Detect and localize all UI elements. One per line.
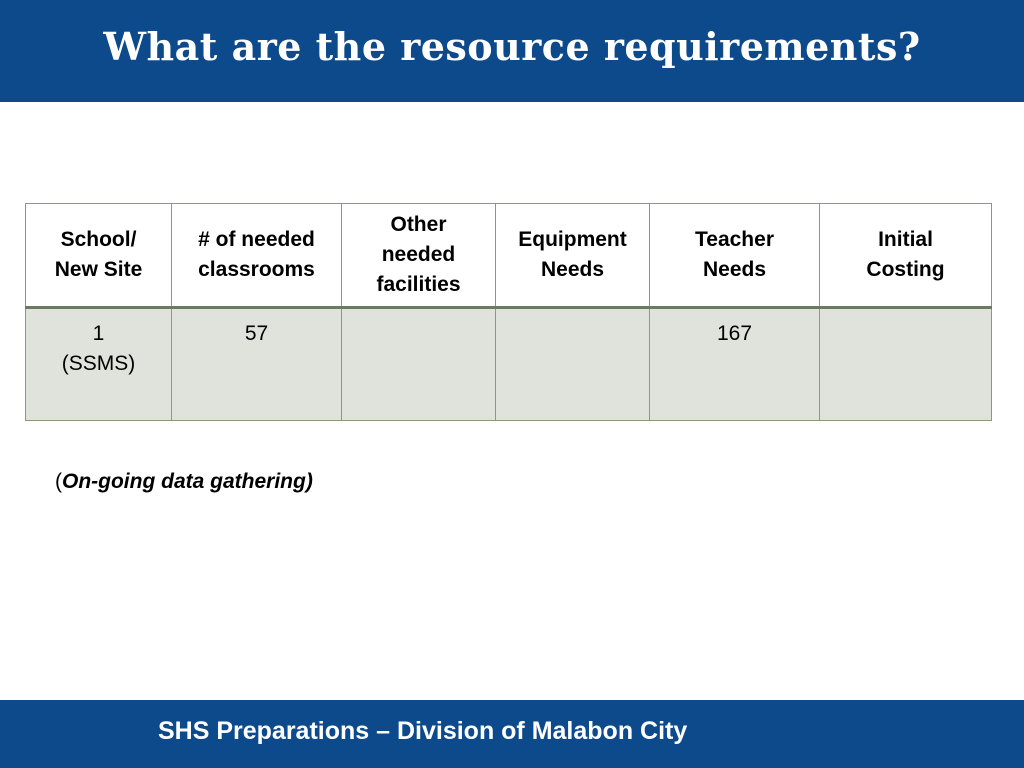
header-school: School/ New Site	[26, 204, 172, 308]
footer-text: SHS Preparations – Division of Malabon City	[158, 717, 688, 745]
cell-equipment	[496, 308, 650, 421]
resource-table	[25, 203, 992, 421]
table-row	[26, 308, 992, 421]
cell-school: 1 (SSMS)	[26, 308, 172, 421]
header-row	[26, 204, 992, 308]
cell-classrooms: 57	[172, 308, 342, 421]
header-equipment: Equipment Needs	[496, 204, 650, 308]
header-facilities: Other needed facilities	[342, 204, 496, 308]
slide-title: What are the resource requirements?	[103, 24, 921, 69]
header-costing: Initial Costing	[820, 204, 992, 308]
cell-teacher: 167	[650, 308, 820, 421]
note-paren: (	[55, 470, 62, 493]
header-teacher: Teacher Needs	[650, 204, 820, 308]
note-text: On-going data gathering)	[62, 470, 313, 493]
cell-costing	[820, 308, 992, 421]
cell-facilities	[342, 308, 496, 421]
header-classrooms: # of needed classrooms	[172, 204, 342, 308]
status-note	[55, 470, 313, 494]
